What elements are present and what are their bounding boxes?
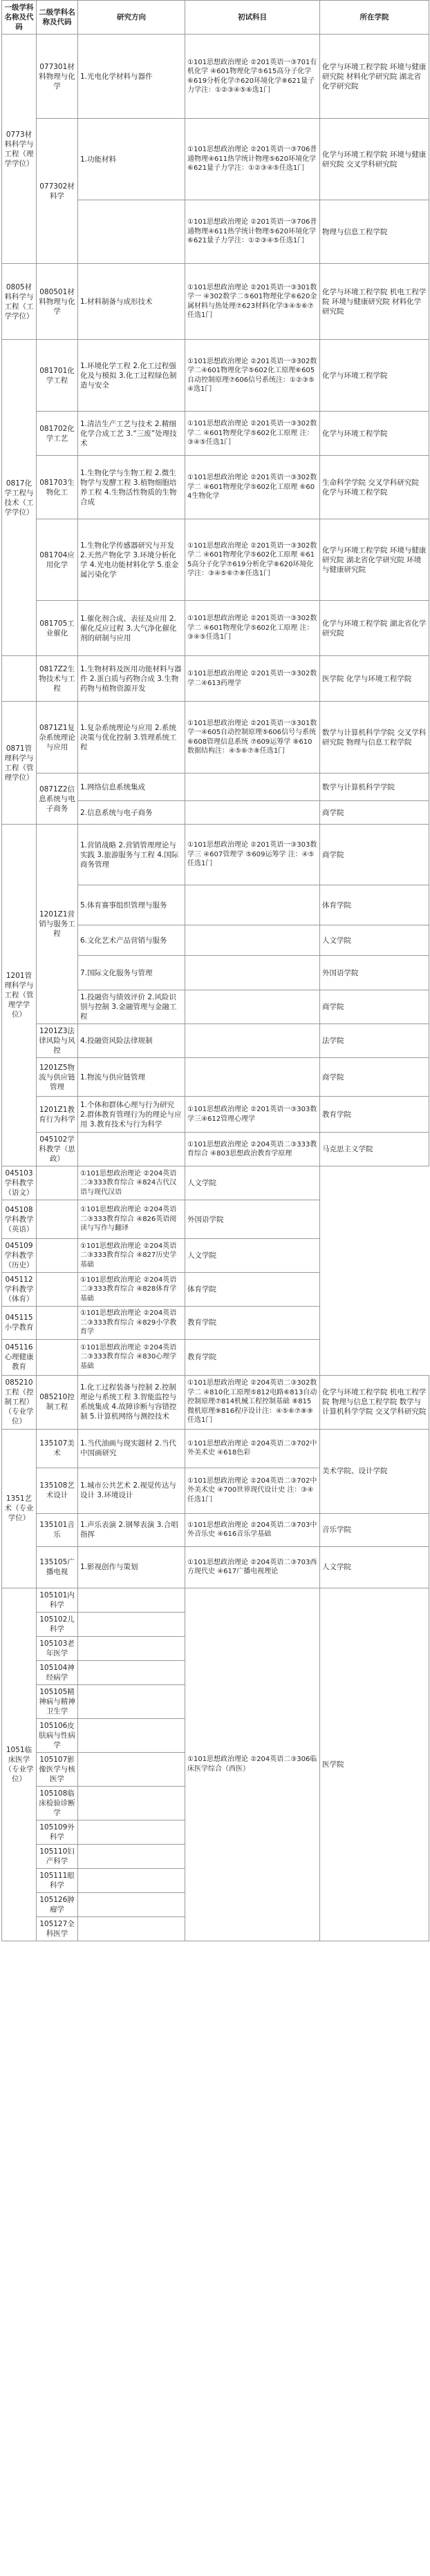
table-row bbox=[2, 773, 429, 801]
table-row bbox=[2, 1133, 429, 1166]
research-direction: 1.城市公共艺术 2.视觉传达与设计 3.环境设计 bbox=[78, 1468, 185, 1513]
first-level-discipline: 1201管理科学与工程（管理学学位） bbox=[2, 825, 37, 1166]
college-name: 人文学院 bbox=[320, 1546, 429, 1588]
second-level-discipline: 105104神经病学 bbox=[37, 1660, 78, 1684]
college-name: 体育学院 bbox=[320, 885, 429, 925]
exam-subjects bbox=[185, 956, 320, 990]
second-level-discipline: 105110妇产科学 bbox=[37, 1844, 78, 1868]
research-direction bbox=[78, 1718, 185, 1752]
research-direction: 1.光电化学材料与器件 bbox=[78, 35, 185, 119]
research-direction: 1.催化剂合成、表征及应用 2.催化反应过程 3.大气净化催化剂的研制与应用 bbox=[78, 601, 185, 656]
second-level-discipline: 0871Z2信息系统与电子商务 bbox=[37, 773, 78, 825]
first-level-discipline: 1351艺术（专业学位） bbox=[2, 1429, 37, 1588]
second-level-discipline: 045108学科教学（英语） bbox=[2, 1200, 37, 1239]
second-level-discipline: 045115小学教育 bbox=[2, 1307, 37, 1340]
second-level-discipline: 105105精神病与精神卫生学 bbox=[37, 1684, 78, 1718]
college-name: 人文学院 bbox=[185, 1239, 320, 1273]
exam-subjects: ①101思想政治理论 ②204英语二③702中外美术史 ④700世界现代设计史 注：③④任选1门 bbox=[185, 1468, 320, 1513]
table-row bbox=[2, 1273, 429, 1307]
research-direction bbox=[78, 200, 185, 264]
header-first-level: 一级学科名称及代码 bbox=[2, 1, 37, 35]
second-level-discipline: 081702化学工艺 bbox=[37, 412, 78, 456]
second-level-discipline: 080501材料物理与化学 bbox=[37, 264, 78, 340]
second-level-discipline: 105103老年医学 bbox=[37, 1636, 78, 1660]
exam-subjects bbox=[185, 990, 320, 1024]
admission-table-container bbox=[1, 0, 429, 1941]
first-level-discipline: 085210工程（控制工程）（专业学位） bbox=[2, 1375, 37, 1429]
research-direction: 1.环境化学工程 2.化工过程强化及与模拟 3.化工过程绿色制造与安全 bbox=[78, 340, 185, 412]
second-level-discipline: 1201Z5物流与供应链管理 bbox=[37, 1058, 78, 1097]
table-row bbox=[2, 656, 429, 702]
college-name: 医学院 bbox=[320, 1588, 429, 1941]
research-direction: 4.投融资风险法律规制 bbox=[78, 1024, 185, 1058]
table-row bbox=[2, 1375, 429, 1429]
second-level-discipline: 0817Z2生物技术与工程 bbox=[37, 656, 78, 702]
college-name: 数学与计算机科学学院 交叉学科研究院 物理与信息工程学院 bbox=[320, 702, 429, 773]
second-level-discipline: 105106皮肤病与性病学 bbox=[37, 1718, 78, 1752]
research-direction: 1.营销战略 2.营销管理理论与实践 3.旅游服务与工程 4.国际商务管理 bbox=[78, 825, 185, 885]
admission-table bbox=[1, 0, 429, 1941]
second-level-discipline: 105126肿瘤学 bbox=[37, 1892, 78, 1916]
research-direction: 1.影视创作与策划 bbox=[78, 1546, 185, 1588]
first-level-discipline: 0773材料科学与工程（理学学位） bbox=[2, 35, 37, 264]
research-direction bbox=[37, 1200, 78, 1239]
research-direction bbox=[37, 1307, 78, 1340]
college-name: 商学院 bbox=[320, 801, 429, 825]
research-direction bbox=[78, 1752, 185, 1786]
college-name: 数学与计算机科学学院 bbox=[320, 773, 429, 801]
exam-subjects: ①101思想政治理论 ②204英语二③333教育综合 ④830心理学基础 bbox=[78, 1339, 185, 1375]
table-row bbox=[2, 35, 429, 119]
exam-subjects: ①101思想政治理论 ②201英语一③301数学一 ④302数学二⑤601物理化学⑥620金属材料与热处理⑦623材料化学③④⑤⑥⑦任选1门 bbox=[185, 264, 320, 340]
second-level-discipline: 105102儿科学 bbox=[37, 1612, 78, 1636]
table-row bbox=[2, 1339, 429, 1375]
second-level-discipline: 105111眼科学 bbox=[37, 1868, 78, 1892]
first-level-discipline: 0805材料科学与工程（工学学位） bbox=[2, 264, 37, 340]
exam-subjects: ①101思想政治理论 ②204英语二③333教育综合 ④829小学教育学 bbox=[78, 1307, 185, 1340]
exam-subjects: ①101思想政治理论 ②201英语一③303数学三 ④607管理学 ⑤609运筹学 注：④⑤任选1门 bbox=[185, 825, 320, 885]
college-name: 人文学院 bbox=[320, 925, 429, 956]
table-row bbox=[2, 264, 429, 340]
exam-subjects: ①101思想政治理论 ②201英语一③303数学三④612管理心理学 bbox=[185, 1097, 320, 1133]
college-name: 商学院 bbox=[320, 1058, 429, 1097]
table-row bbox=[2, 1024, 429, 1058]
college-name: 化学与环境工程学院 bbox=[320, 412, 429, 456]
first-level-discipline bbox=[2, 656, 37, 702]
research-direction: 1.网络信息系统集成 bbox=[78, 773, 185, 801]
research-direction bbox=[78, 1868, 185, 1892]
second-level-discipline: 105127全科医学 bbox=[37, 1916, 78, 1941]
research-direction: 1.功能材料 bbox=[78, 119, 185, 200]
table-row bbox=[2, 1546, 429, 1588]
table-row bbox=[2, 456, 429, 519]
research-direction: 1.生物材料及医用功能材料与器件 2.蛋白质与药物合成 3.生物药物与植物资源开发 bbox=[78, 656, 185, 702]
exam-subjects: ①101思想政治理论 ②201英语一③302数学二 ④601物理化学⑤602化工原理 ⑥615高分子化学⑦619分析化学⑧620环境化学注：③④⑤⑥⑦⑧任选1门 bbox=[185, 519, 320, 601]
second-level-discipline: 081705工业催化 bbox=[37, 601, 78, 656]
research-direction: 2.信息系统与电子商务 bbox=[78, 801, 185, 825]
research-direction bbox=[78, 1660, 185, 1684]
exam-subjects: ①101思想政治理论 ②204英语二③333教育综合 ④828体育学基础 bbox=[78, 1273, 185, 1307]
college-name: 教育学院 bbox=[320, 1097, 429, 1133]
college-name: 化学与环境工程学院 湖北省化学研究院 bbox=[320, 601, 429, 656]
table-row bbox=[2, 119, 429, 200]
exam-subjects: ①101思想政治理论 ②201英语一③302数学二 ④601物理化学⑤602化工原理 注：③④⑤任选1门 bbox=[185, 412, 320, 456]
second-level-discipline: 077302材料学 bbox=[37, 119, 78, 264]
exam-subjects: ①101思想政治理论 ②201英语一③302数学二 ④601物理化学⑤602化工原理 ⑥604生物化学 bbox=[185, 456, 320, 519]
exam-subjects bbox=[185, 1058, 320, 1097]
first-level-discipline: 0871管理科学与工程（管理学位） bbox=[2, 702, 37, 825]
exam-subjects: ①101思想政治理论 ②201英语一③302数学二④601物理化学⑤602化工原理⑥605自动控制原理⑦606信号系统注：①②③⑤④选1门 bbox=[185, 340, 320, 412]
exam-subjects: ①101思想政治理论 ②204英语二③333教育综合 ④803思想政治教育学原理 bbox=[185, 1133, 320, 1166]
college-name: 音乐学院 bbox=[320, 1513, 429, 1546]
exam-subjects: ①101思想政治理论 ②201英语一③701有机化学 ④601物理化学⑤615高分子化学 ⑥619分析化学⑦620环境化学⑧621量子力学注：①②③④⑤⑥选1门 bbox=[185, 35, 320, 119]
research-direction bbox=[78, 1820, 185, 1844]
exam-subjects: ①101思想政治理论 ②204英语二③333教育综合 ④824古代汉语与现代汉语 bbox=[78, 1166, 185, 1200]
research-direction: 7.国际文化服务与管理 bbox=[78, 956, 185, 990]
exam-subjects: ①101思想政治理论 ②204英语二③333教育综合 ④827历史学基础 bbox=[78, 1239, 185, 1273]
table-body bbox=[2, 35, 429, 1941]
research-direction bbox=[78, 1636, 185, 1660]
research-direction: 6.文化艺术产品营销与服务 bbox=[78, 925, 185, 956]
research-direction: 1.清洁生产工艺与技术 2.精细化学合成工艺 3.“三废”处理技术 bbox=[78, 412, 185, 456]
table-row bbox=[2, 1239, 429, 1273]
research-direction bbox=[37, 1339, 78, 1375]
table-row bbox=[2, 1513, 429, 1546]
college-name: 美术学院、设计学院 bbox=[320, 1429, 429, 1513]
exam-subjects: ①101思想政治理论 ②204英语二③333教育综合 ④826英语阅读与写作与翻译 bbox=[78, 1200, 185, 1239]
second-level-discipline: 135101音乐 bbox=[37, 1513, 78, 1546]
table-row bbox=[2, 1200, 429, 1239]
exam-subjects: ①101思想政治理论 ②201英语一③302数学二④613药理学 bbox=[185, 656, 320, 702]
college-name: 外国语学院 bbox=[320, 956, 429, 990]
college-name: 化学与环境工程学院 bbox=[320, 340, 429, 412]
college-name: 法学院 bbox=[320, 1024, 429, 1058]
college-name: 化学与环境工程学院 机电工程学院 环境与健康研究院 材料化学研究院 bbox=[320, 264, 429, 340]
research-direction: 5.体育赛事组织管理与服务 bbox=[78, 885, 185, 925]
second-level-discipline: 105109外科学 bbox=[37, 1820, 78, 1844]
table-row bbox=[2, 412, 429, 456]
second-level-discipline: 045102学科教学（思政） bbox=[37, 1133, 78, 1166]
second-level-discipline: 077301材料物理与化学 bbox=[37, 35, 78, 119]
header-exam: 初试科目 bbox=[185, 1, 320, 35]
second-level-discipline: 105101内科学 bbox=[37, 1588, 78, 1612]
table-row bbox=[2, 702, 429, 773]
college-name: 化学与环境工程学院 环境与健康研究院 湖北省化学研究院 环境与健康研究院 bbox=[320, 519, 429, 601]
research-direction: 1.化工过程装备与控制 2.控制理论与系统工程 3.智能监控与系统集成 4.故障诊断与容错控制 5.计算机网络与测控技术 bbox=[78, 1375, 185, 1429]
second-level-discipline: 081704应用化学 bbox=[37, 519, 78, 601]
college-name: 教育学院 bbox=[185, 1339, 320, 1375]
table-row bbox=[2, 1166, 429, 1200]
second-level-discipline: 135108艺术设计 bbox=[37, 1468, 78, 1513]
research-direction: 1.生物化学传感器研究与开发 2.天然产物化学 3.环境分析化学 4.光电功能材料化学 5.重金属污染化学 bbox=[78, 519, 185, 601]
second-level-discipline: 081703生物化工 bbox=[37, 456, 78, 519]
college-name: 教育学院 bbox=[185, 1307, 320, 1340]
college-name: 商学院 bbox=[320, 990, 429, 1024]
second-level-discipline: 081701化学工程 bbox=[37, 340, 78, 412]
college-name: 人文学院 bbox=[185, 1166, 320, 1200]
exam-subjects: ①101思想政治理论 ②201英语一③706普通物理④611热学统计物理⑤620环境化学⑥621量子力学注：①②③④⑤任选1门 bbox=[185, 119, 320, 200]
table-row bbox=[2, 825, 429, 885]
college-name: 商学院 bbox=[320, 825, 429, 885]
table-row bbox=[2, 519, 429, 601]
second-level-discipline: 045103学科教学（语文） bbox=[2, 1166, 37, 1200]
research-direction: 1.生物化学与生物工程 2.微生物学与发酵工程 3.植物细胞培养工程 4.生物活性物质的生物合成 bbox=[78, 456, 185, 519]
second-level-discipline: 1201Z1营销与服务工程 bbox=[37, 825, 78, 1024]
research-direction: 1.声乐表演 2.钢琴表演 3.合唱指挥 bbox=[78, 1513, 185, 1546]
table-row bbox=[2, 1429, 429, 1468]
research-direction bbox=[37, 1239, 78, 1273]
exam-subjects bbox=[185, 925, 320, 956]
college-name: 物理与信息工程学院 bbox=[320, 200, 429, 264]
research-direction: 1.投融资与绩效评价 2.风险识别与控制 3.金融管理与金融工程 bbox=[78, 990, 185, 1024]
college-name: 外国语学院 bbox=[185, 1200, 320, 1239]
second-level-discipline: 045112学科教学（体育） bbox=[2, 1273, 37, 1307]
exam-subjects: ①101思想政治理论 ②204英语二③703中外音乐史 ④616音乐学基础 bbox=[185, 1513, 320, 1546]
exam-subjects bbox=[185, 1024, 320, 1058]
research-direction: 1.复杂系统理论与应用 2.系统决策与优化控制 3.管理系统工程 bbox=[78, 702, 185, 773]
college-name: 体育学院 bbox=[185, 1273, 320, 1307]
research-direction bbox=[78, 1786, 185, 1820]
college-name: 医学院 化学与环境工程学院 bbox=[320, 656, 429, 702]
first-level-discipline: 1051临床医学（专业学位） bbox=[2, 1588, 37, 1941]
exam-subjects: ①101思想政治理论 ②201英语一③706普通物理④611热学统计物理⑤620环境化学⑥621量子力学注：①②③④⑤任选1门 bbox=[185, 200, 320, 264]
second-level-discipline: 135107美术 bbox=[37, 1429, 78, 1468]
research-direction bbox=[78, 1844, 185, 1868]
second-level-discipline: 045109学科教学（历史） bbox=[2, 1239, 37, 1273]
research-direction: 1.材料制备与成形技术 bbox=[78, 264, 185, 340]
exam-subjects bbox=[185, 885, 320, 925]
exam-subjects bbox=[185, 801, 320, 825]
second-level-discipline: 045116心理健康教育 bbox=[2, 1339, 37, 1375]
exam-subjects: ①101思想政治理论 ②201英语一③302数学二 ④601物理化学⑤602化工原理 注：③④⑤任选1门 bbox=[185, 601, 320, 656]
research-direction bbox=[78, 1684, 185, 1718]
research-direction bbox=[37, 1166, 78, 1200]
table-row bbox=[2, 1307, 429, 1340]
research-direction bbox=[78, 1588, 185, 1612]
first-level-discipline: 0817化学工程与技术（工学学位） bbox=[2, 340, 37, 656]
research-direction: 1.个体和群体心理与行为研究 2.群体教育管理行为的理论与应用 3.教育技术与行为科学 bbox=[78, 1097, 185, 1133]
research-direction bbox=[78, 1916, 185, 1941]
table-row bbox=[2, 1058, 429, 1097]
second-level-discipline: 105107影像医学与核医学 bbox=[37, 1752, 78, 1786]
exam-subjects: ①101思想政治理论 ②204英语二③302数学二 ④810化工原理⑤812电路⑥813自动控制原理⑦814机械工程控制基础 ⑧815微机原理⑨816程序设计注：④⑤⑥⑦⑧⑨任选1门 bbox=[185, 1375, 320, 1429]
second-level-discipline: 0871Z1复杂系统理论与应用 bbox=[37, 702, 78, 773]
research-direction bbox=[78, 1612, 185, 1636]
research-direction bbox=[78, 1133, 185, 1166]
second-level-discipline: 085210控制工程 bbox=[37, 1375, 78, 1429]
second-level-discipline: 1201Z3法律风险与风控 bbox=[37, 1024, 78, 1058]
second-level-discipline: 1201Z1教育行为科学 bbox=[37, 1097, 78, 1133]
exam-subjects: ①101思想政治理论 ②204英语二③702中外美术史 ④618色彩 bbox=[185, 1429, 320, 1468]
table-row bbox=[2, 1097, 429, 1133]
exam-subjects: ①101思想政治理论 ②201英语一③301数学一④605自动控制原理⑤606信号与系统 ⑥608管理信息系统 ⑦609运筹学 ⑧610数据结构注：④⑤⑥⑦⑧任选1门 bbox=[185, 702, 320, 773]
table-row bbox=[2, 1588, 429, 1612]
header-direction: 研究方向 bbox=[78, 1, 185, 35]
header-second-level: 二级学科名称及代码 bbox=[37, 1, 78, 35]
research-direction: 1.物流与供应链管理 bbox=[78, 1058, 185, 1097]
table-row bbox=[2, 601, 429, 656]
research-direction bbox=[37, 1273, 78, 1307]
college-name: 化学与环境工程学院 环境与健康研究院 交叉学科研究院 bbox=[320, 119, 429, 200]
exam-subjects: ①101思想政治理论 ②204英语二③703西方现代史 ④617广播电视理论 bbox=[185, 1546, 320, 1588]
college-name: 化学与环境工程学院 机电工程学院 物理与信息工程学院 数学与计算机科学学院 交叉学科研究院 bbox=[320, 1375, 429, 1429]
header-college: 所在学院 bbox=[320, 1, 429, 35]
second-level-discipline: 105108临床检验诊断学 bbox=[37, 1786, 78, 1820]
exam-subjects: ①101思想政治理论 ②204英语二③306临床医学综合（西医） bbox=[185, 1588, 320, 1941]
college-name: 马克思主义学院 bbox=[320, 1133, 429, 1166]
table-row bbox=[2, 340, 429, 412]
college-name: 化学与环境工程学院 环境与健康研究院 材料化学研究院 湖北省化学研究院 bbox=[320, 35, 429, 119]
research-direction: 1.当代油画与现实题材 2.当代中国画研究 bbox=[78, 1429, 185, 1468]
college-name: 生命科学学院 交叉学科研究院 化学与环境工程学院 bbox=[320, 456, 429, 519]
research-direction bbox=[78, 1892, 185, 1916]
second-level-discipline: 135105广播电视 bbox=[37, 1546, 78, 1588]
exam-subjects bbox=[185, 773, 320, 801]
table-header-row bbox=[2, 1, 429, 35]
